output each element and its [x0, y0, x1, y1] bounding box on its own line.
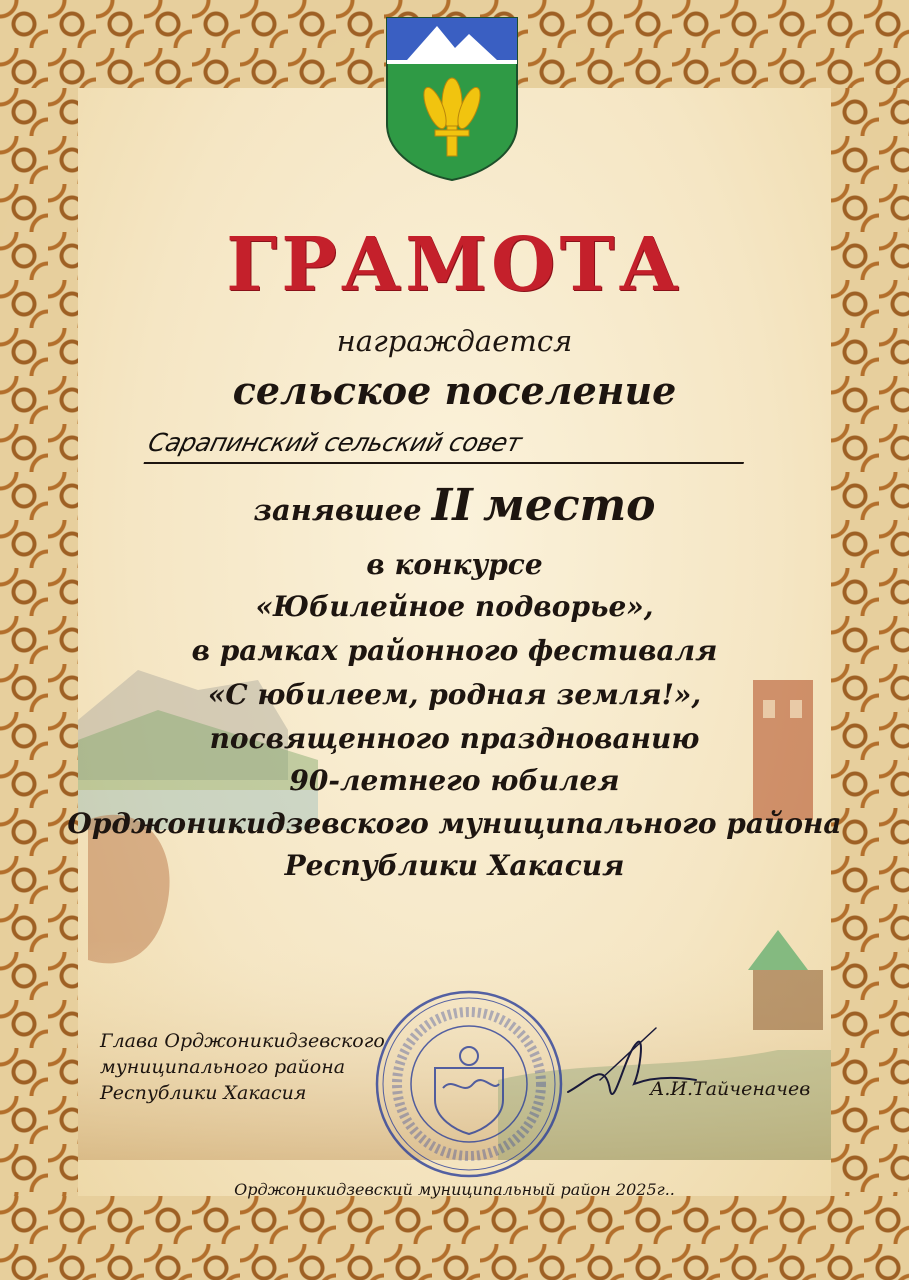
signer-position: [100, 1028, 400, 1106]
certificate-title: ГРАМОТА: [226, 222, 683, 308]
nominee-name: Сарапинский сельский совет: [144, 428, 753, 464]
signer-position-line-1: Глава Орджоникидзевского: [100, 1030, 385, 1052]
signer-position-line-2: муниципального района: [100, 1056, 346, 1078]
coat-of-arms-icon: [383, 14, 521, 182]
contest-line-1: в конкурсе: [366, 548, 543, 581]
contest-line-7: Орджоникидзевского муниципального района: [67, 807, 842, 840]
signer-position-line-3: Республики Хакасия: [100, 1082, 307, 1104]
awarded-label: награждается: [336, 324, 573, 358]
award-category: сельское поселение: [232, 368, 677, 413]
place-prefix: занявшее: [253, 493, 422, 527]
official-seal-icon: [373, 988, 565, 1180]
contest-line-3: в рамках районного фестиваля: [191, 634, 718, 667]
contest-line-8: Республики Хакасия: [284, 849, 625, 882]
contest-line-6: 90-летнего юбилея: [289, 764, 620, 797]
place-number: II: [431, 480, 473, 531]
place-word: место: [483, 480, 656, 531]
contest-line-2: «Юбилейное подворье»,: [255, 590, 654, 623]
ornamental-frame-bottom: [0, 1196, 909, 1280]
signer-name: А.И.Тайченачев: [650, 1078, 811, 1100]
contest-line-4: «С юбилеем, родная земля!»,: [207, 678, 702, 711]
contest-line-5: посвященного празднованию: [209, 722, 700, 755]
place-line: [0, 480, 909, 531]
certificate-footer: Орджоникидзевский муниципальный район 2025г..: [234, 1180, 675, 1199]
